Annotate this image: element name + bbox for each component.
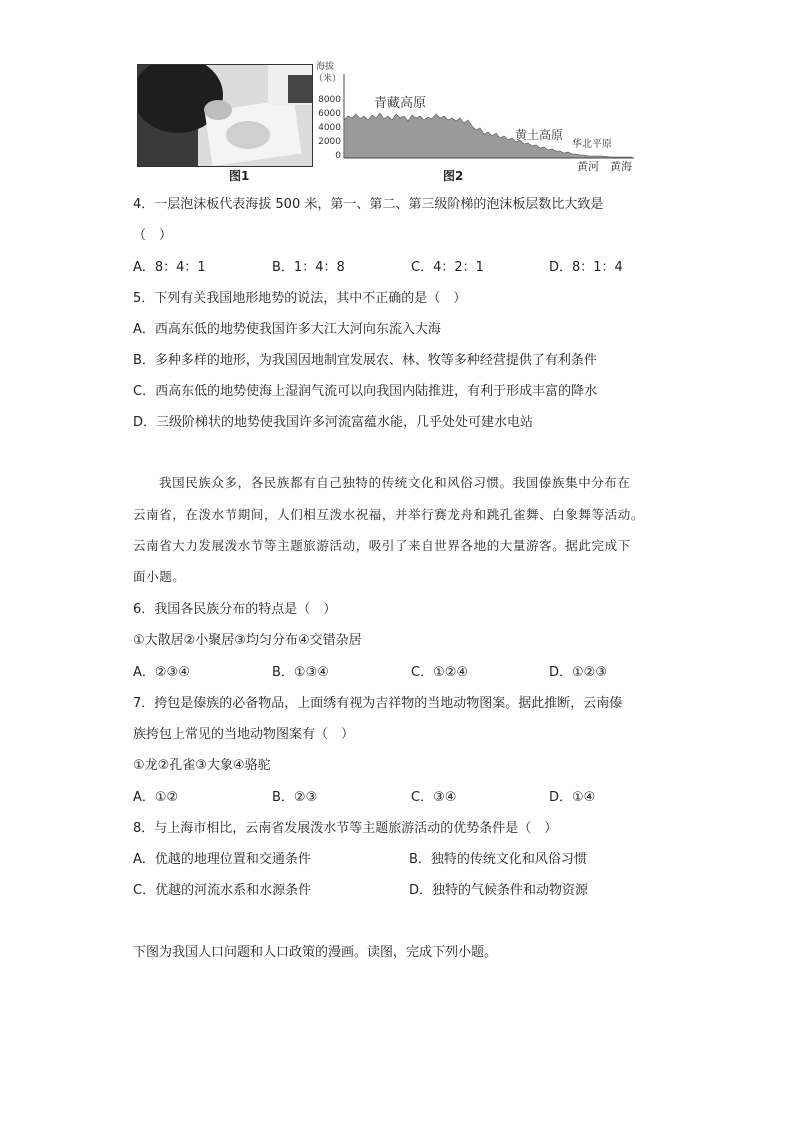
axis-title-line2: （米） bbox=[314, 74, 342, 84]
q7-stem-line2: 族挎包上常见的当地动物图案有（ ） bbox=[133, 727, 355, 742]
q7-option-a[interactable]: A．①② bbox=[133, 790, 179, 805]
q7-items: ①龙②孔雀③大象④骆驼 bbox=[133, 758, 271, 773]
figure2-terrain-profile bbox=[312, 58, 642, 176]
figure1-label: 图1 bbox=[229, 169, 250, 183]
q4-option-a[interactable]: A．8：4：1 bbox=[133, 260, 206, 275]
label-north-china-plain: 华北平原 bbox=[572, 139, 612, 150]
next-section-intro: 下图为我国人口问题和人口政策的漫画。读图，完成下列小题。 bbox=[133, 945, 498, 960]
q5-option-c[interactable]: C．西高东低的地势使海上湿润气流可以向我国内陆推进，有利于形成丰富的降水 bbox=[133, 384, 598, 399]
q7-option-b[interactable]: B．②③ bbox=[272, 790, 318, 805]
figure1-photo bbox=[137, 64, 313, 167]
q8-option-d[interactable]: D．独特的气候条件和动物资源 bbox=[409, 883, 589, 898]
label-qinghai-tibet-plateau: 青藏高原 bbox=[374, 96, 427, 111]
q5-option-b[interactable]: B．多种多样的地形，为我国因地制宜发展农、林、牧等多种经营提供了有利条件 bbox=[133, 353, 597, 368]
q6-stem: 6．我国各民族分布的特点是（ ） bbox=[133, 602, 337, 617]
y-tick-label: 0 bbox=[335, 151, 341, 161]
y-tick-label: 8000 bbox=[318, 95, 341, 105]
passage-line: 云南省大力发展泼水节等主题旅游活动，吸引了来自世界各地的大量游客。据此完成下 bbox=[133, 538, 631, 553]
q7-option-c[interactable]: C．③④ bbox=[411, 790, 457, 805]
q8-option-c[interactable]: C．优越的河流水系和水源条件 bbox=[133, 883, 312, 898]
q8-option-a[interactable]: A．优越的地理位置和交通条件 bbox=[133, 852, 311, 867]
q5-option-d[interactable]: D．三级阶梯状的地势使我国许多河流富蕴水能，几乎处处可建水电站 bbox=[133, 415, 534, 430]
q4-option-d[interactable]: D．8：1：4 bbox=[549, 260, 623, 275]
q6-option-b[interactable]: B．①③④ bbox=[272, 665, 329, 680]
q4-answer-paren: （ ） bbox=[133, 228, 173, 243]
passage-line: 我国民族众多，各民族都有自己独特的传统文化和风俗习惯。我国傣族集中分布在 bbox=[159, 475, 631, 490]
q4-stem: 4．一层泡沫板代表海拔 500 米，第一、第二、第三级阶梯的泡沫板层数比大致是 bbox=[133, 197, 604, 212]
photo-illustration bbox=[138, 65, 312, 166]
y-tick-label: 4000 bbox=[318, 123, 341, 133]
label-yellow-sea: 黄海 bbox=[610, 160, 632, 173]
q5-stem: 5．下列有关我国地形地势的说法，其中不正确的是（ ） bbox=[133, 291, 467, 306]
q7-stem-line1: 7．挎包是傣族的必备物品，上面绣有视为吉祥物的当地动物图案。据此推断，云南傣 bbox=[133, 696, 623, 711]
q8-stem: 8．与上海市相比，云南省发展泼水节等主题旅游活动的优势条件是（ ） bbox=[133, 821, 558, 836]
label-yellow-river: 黄河 bbox=[577, 160, 599, 173]
figure2-label: 图2 bbox=[443, 169, 464, 183]
y-tick-label: 2000 bbox=[318, 137, 341, 147]
q6-option-a[interactable]: A．②③④ bbox=[133, 665, 190, 680]
passage-line: 面小题。 bbox=[133, 569, 186, 584]
y-tick-label: 6000 bbox=[318, 109, 341, 119]
q8-option-b[interactable]: B．独特的传统文化和风俗习惯 bbox=[409, 852, 587, 867]
q4-option-b[interactable]: B．1：4：8 bbox=[272, 260, 345, 275]
q4-option-c[interactable]: C．4：2：1 bbox=[411, 260, 484, 275]
q6-option-c[interactable]: C．①②④ bbox=[411, 665, 469, 680]
q6-items: ①大散居②小聚居③均匀分布④交错杂居 bbox=[133, 633, 362, 648]
q6-option-d[interactable]: D．①②③ bbox=[549, 665, 607, 680]
q5-option-a[interactable]: A．西高东低的地势使我国许多大江大河向东流入大海 bbox=[133, 322, 441, 337]
label-loess-plateau: 黄土高原 bbox=[515, 128, 564, 142]
passage-line: 云南省，在泼水节期间，人们相互泼水祝福，并举行赛龙舟和跳孔雀舞、白象舞等活动。 bbox=[133, 507, 644, 522]
axis-title-line1: 海拔 bbox=[316, 62, 335, 72]
terrain-area bbox=[344, 113, 632, 158]
q7-option-d[interactable]: D．①④ bbox=[549, 790, 596, 805]
